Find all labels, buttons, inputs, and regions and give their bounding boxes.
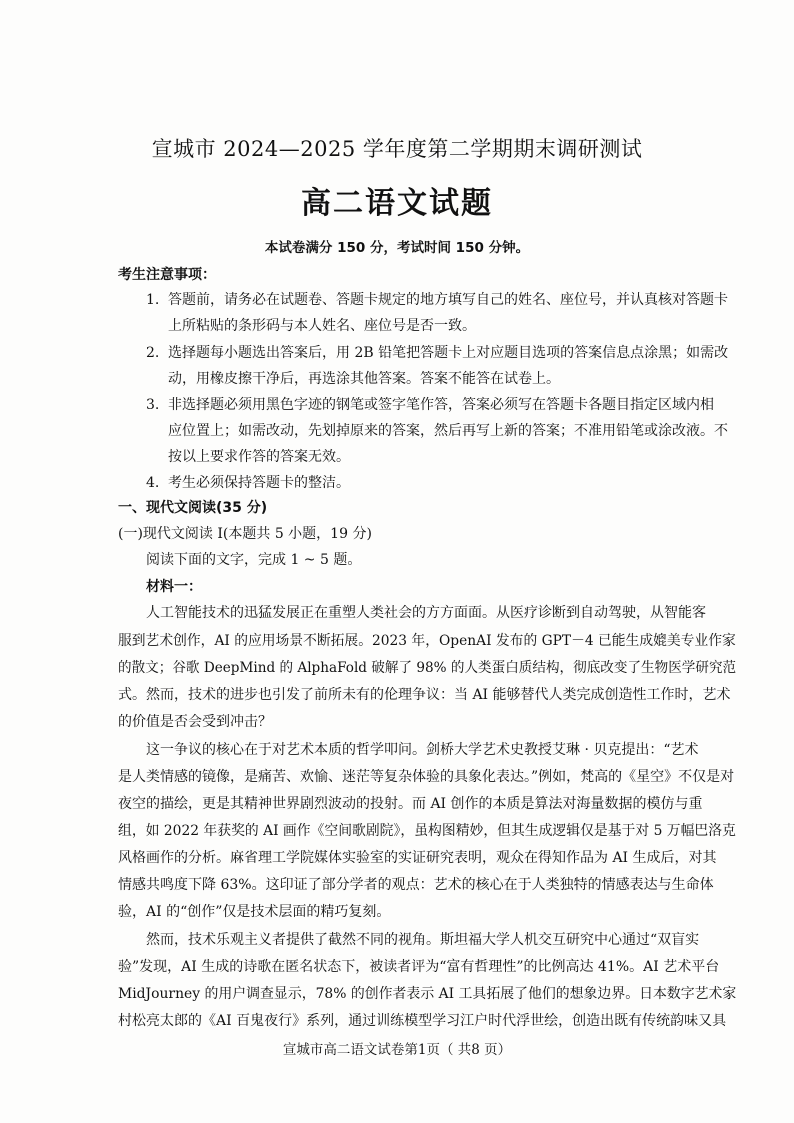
- passage-line: 式。然而，技术的进步也引发了前所未有的伦理争议：当 AI 能够替代人类完成创造性工作时，艺术: [118, 687, 731, 703]
- passage-line: 情感共鸣度下降 63%。这印证了部分学者的观点：艺术的核心在于人类独特的情感表达与生命体: [118, 877, 714, 893]
- notice-item-number: 3.: [146, 397, 160, 413]
- notice-item-line: 答题前，请务必在试题卷、答题卡规定的地方填写自己的姓名、座位号，并认真核对答题卡: [168, 292, 728, 308]
- notice-item-line: 应位置上；如需改动，先划掉原来的答案，然后再写上新的答案；不准用铅笔或涂改液。不: [168, 423, 728, 439]
- section-title: 一、现代文阅读(35 分): [118, 500, 268, 516]
- notice-item-3: [146, 396, 714, 414]
- passage-line: MidJourney 的用户调查显示，78% 的创作者表示 AI 工具拓展了他们的想象边界。日本数字艺术家: [118, 986, 737, 1002]
- notice-heading: 考生注意事项：: [118, 267, 216, 283]
- passage-line: 的价值是否会受到冲击？: [118, 714, 272, 730]
- notice-item-line: 考生必须保持答题卡的整洁。: [168, 475, 350, 491]
- passage-line: 的散文；谷歌 DeepMind 的 AlphaFold 破解了 98% 的人类蛋白质结构，彻底改变了生物医学研究范: [118, 660, 737, 676]
- notice-item-1: [146, 291, 728, 309]
- notice-item-line: 动，用橡皮擦干净后，再选涂其他答案。答案不能答在试卷上。: [168, 371, 560, 387]
- notice-item-number: 4.: [146, 475, 160, 491]
- passage-line: 人工智能技术的迅猛发展正在重塑人类社会的方方面面。从医疗诊断到自动驾驶，从智能客: [146, 605, 706, 621]
- subsection-title: (一)现代文阅读 I(本题共 5 小题，19 分): [118, 526, 372, 542]
- subject-title: 高二语文试题: [301, 186, 493, 221]
- passage-line: 是人类情感的镜像，是痛苦、欢愉、迷茫等复杂体验的具象化表达。”例如，梵高的《星空》不仅是对: [118, 769, 735, 785]
- passage-line: 验”发现，AI 生成的诗歌在匿名状态下，被读者评为“富有哲理性”的比例高达 41%。AI 艺术平台: [118, 959, 720, 975]
- notice-item-4: [146, 474, 350, 492]
- passage-line: 村松亮太郎的《AI 百鬼夜行》系列，通过训练模型学习江户时代浮世绘，创造出既有传统韵味又具: [118, 1013, 727, 1029]
- page-footer: 宣城市高二语文试卷第1页（ 共8 页）: [282, 1042, 512, 1058]
- notice-item-number: 2.: [146, 345, 160, 361]
- notice-item-line: 上所粘贴的条形码与本人姓名、座位号是否一致。: [168, 318, 476, 334]
- notice-item-line: 按以上要求作答的答案无效。: [168, 449, 350, 465]
- passage-line: 风格画作的分析。麻省理工学院媒体实验室的实证研究表明，观众在得知作品为 AI 生成后，对其: [118, 850, 717, 866]
- notice-item-number: 1.: [146, 292, 160, 308]
- material-label: 材料一：: [146, 579, 202, 595]
- exam-info: 本试卷满分 150 分，考试时间 150 分钟。: [264, 240, 530, 256]
- notice-item-2: [146, 344, 728, 362]
- passage-line: 组，如 2022 年获奖的 AI 画作《空间歌剧院》，虽构图精妙，但其生成逻辑仅是基于对 5 万幅巴洛克: [118, 823, 736, 839]
- passage-line: 服到艺术创作，AI 的应用场景不断拓展。2023 年，OpenAI 发布的 GPT－4 已能生成媲美专业作家: [118, 633, 736, 649]
- exam-title: 宣城市 2024—2025 学年度第二学期期末调研测试: [151, 137, 643, 161]
- notice-item-line: 选择题每小题选出答案后，用 2B 铅笔把答题卡上对应题目选项的答案信息点涂黑；如需改: [168, 345, 729, 361]
- passage-line: 夜空的描绘，更是其精神世界剧烈波动的投射。而 AI 创作的本质是算法对海量数据的模仿与重: [118, 796, 703, 812]
- reading-instruction: 阅读下面的文字，完成 1 ~ 5 题。: [146, 552, 362, 568]
- passage-line: 验，AI 的“创作”仅是技术层面的精巧复刻。: [118, 904, 391, 920]
- passage-line: 这一争议的核心在于对艺术本质的哲学叩问。剑桥大学艺术史教授艾琳 · 贝克提出：“艺术: [146, 742, 699, 758]
- notice-item-line: 非选择题必须用黑色字迹的钢笔或签字笔作答，答案必须写在答题卡各题目指定区域内相: [168, 397, 714, 413]
- passage-line: 然而，技术乐观主义者提供了截然不同的视角。斯坦福大学人机交互研究中心通过“双盲实: [146, 932, 700, 948]
